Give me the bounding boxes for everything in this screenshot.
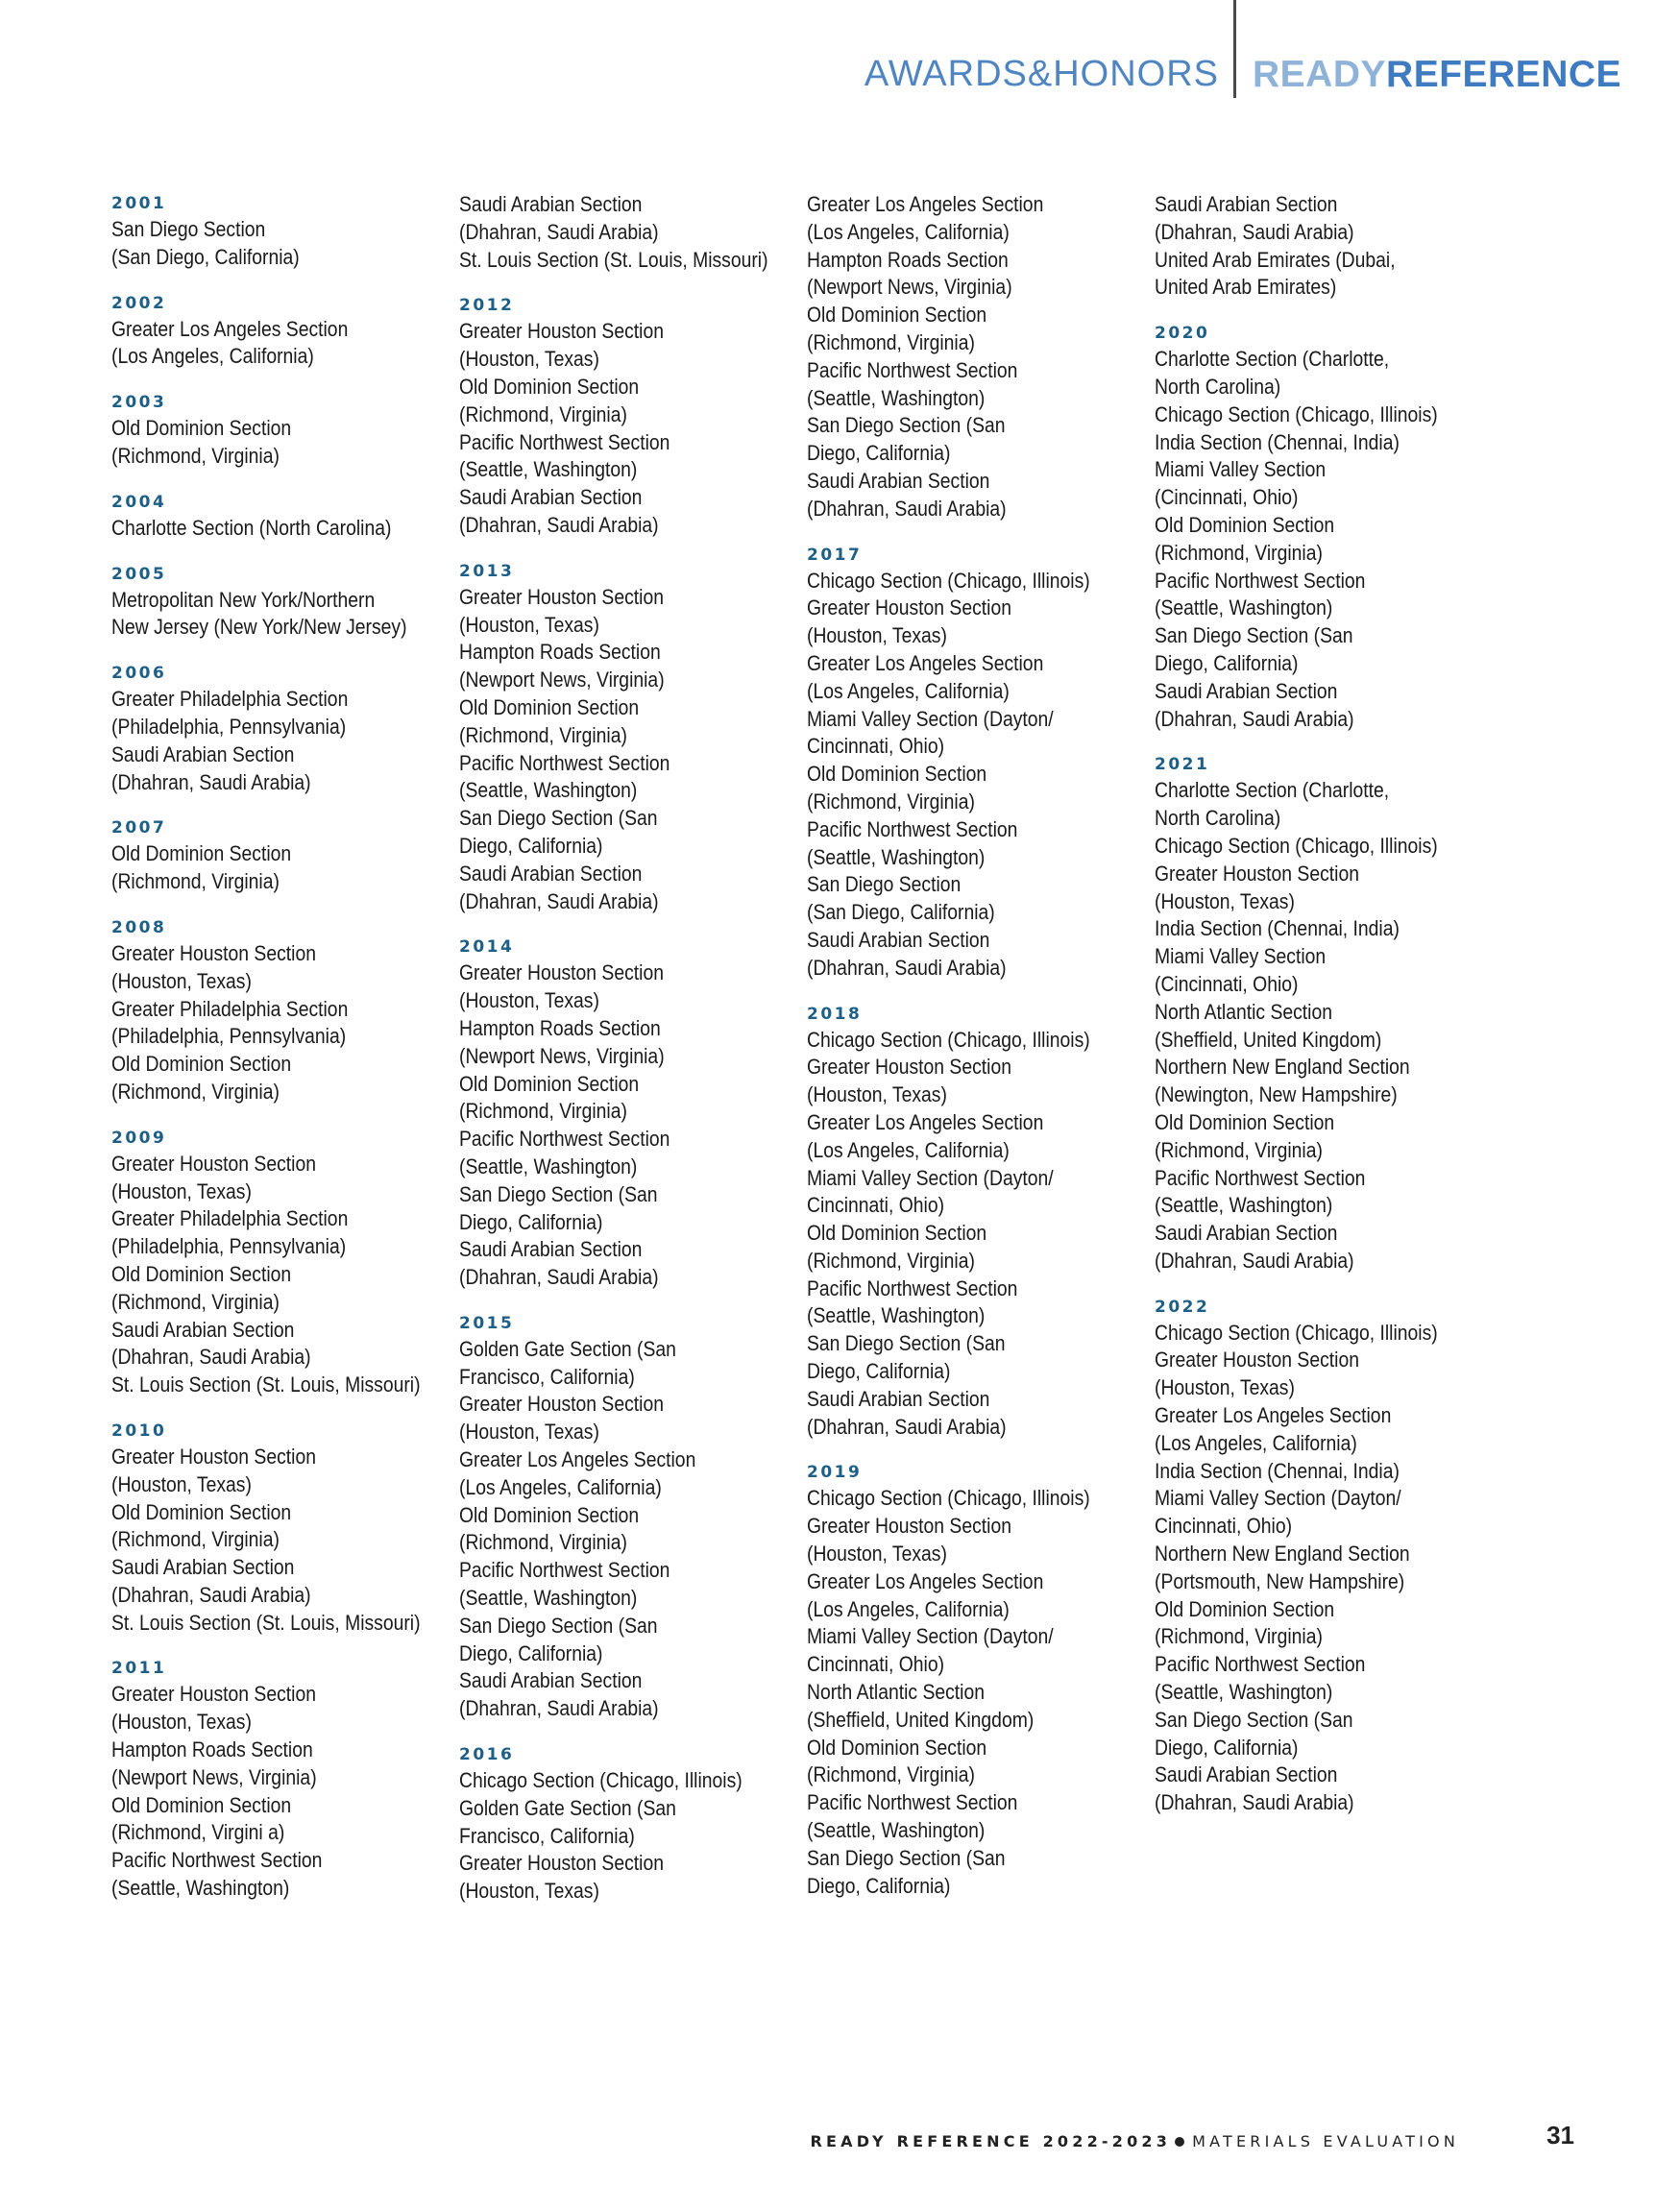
year-heading: 2010: [111, 1421, 167, 1441]
section-line: Old Dominion Section: [111, 416, 292, 441]
award-entry: [111, 815, 443, 896]
section-line: Greater Houston Section: [807, 595, 1011, 620]
section-line: (Houston, Texas): [1155, 1375, 1295, 1400]
section-line: (Philadelphia, Pennsylvania): [111, 714, 347, 739]
award-entry: [459, 935, 791, 1292]
section-line: Chicago Section (Chicago, Illinois): [1155, 1320, 1438, 1345]
section-line: Saudi Arabian Section: [1155, 192, 1338, 216]
section-line: (Houston, Texas): [1155, 888, 1295, 913]
section-line: Old Dominion Section: [807, 1735, 987, 1760]
section-line: (Houston, Texas): [807, 623, 947, 648]
section-line: Greater Los Angeles Section: [1155, 1403, 1392, 1428]
section-line: North Carolina): [1155, 806, 1281, 831]
section-line: Old Dominion Section: [807, 762, 987, 787]
section-line: Greater Houston Section: [1155, 861, 1359, 886]
section-line: Chicago Section (Chicago, Illinois): [807, 1486, 1090, 1511]
section-line: Charlotte Section (Charlotte,: [1155, 347, 1390, 372]
section-line: (Los Angeles, California): [807, 1596, 1010, 1621]
section-line: India Section (Chennai, India): [1155, 429, 1400, 454]
section-line: (Newport News, Virginia): [807, 275, 1012, 300]
section-line: (San Diego, California): [111, 244, 300, 269]
section-line: San Diego Section (San: [1155, 1707, 1353, 1732]
section-line: (Los Angeles, California): [807, 678, 1010, 703]
section-line: Pacific Northwest Section: [459, 1558, 670, 1583]
award-entry: [111, 291, 443, 372]
section-line: (Richmond, Virginia): [1155, 540, 1323, 565]
section-line: Cincinnati, Ohio): [807, 1193, 945, 1218]
section-line: Diego, California): [459, 833, 603, 858]
section-line: Greater Houston Section: [1155, 1348, 1359, 1372]
section-line: Saudi Arabian Section: [459, 192, 643, 216]
section-line: Old Dominion Section: [459, 374, 640, 399]
section-title: AWARDS&HONORS: [864, 54, 1219, 94]
section-line: St. Louis Section (St. Louis, Missouri): [111, 1372, 421, 1397]
section-line: (Dhahran, Saudi Arabia): [111, 1345, 311, 1370]
section-line: Greater Houston Section: [111, 1682, 316, 1707]
section-line: Saudi Arabian Section: [807, 1386, 990, 1411]
column-2: [459, 191, 791, 1906]
section-line: Diego, California): [807, 441, 951, 466]
section-line: Pacific Northwest Section: [1155, 1652, 1366, 1677]
brand-title-reference: REFERENCE: [1386, 54, 1622, 95]
section-line: (Houston, Texas): [111, 1710, 252, 1735]
section-line: Charlotte Section (Charlotte,: [1155, 778, 1390, 803]
award-entry: [111, 661, 443, 796]
year-heading: 2012: [459, 296, 515, 316]
section-line: Greater Philadelphia Section: [111, 687, 349, 712]
section-line: Greater Houston Section: [111, 1151, 316, 1176]
year-heading: 2006: [111, 664, 167, 684]
section-line: (Cincinnati, Ohio): [1155, 485, 1299, 510]
section-line: Miami Valley Section (Dayton/: [807, 1624, 1054, 1649]
section-line: Greater Los Angeles Section: [807, 1109, 1044, 1134]
section-line: Greater Houston Section: [459, 1392, 664, 1417]
section-line: Saudi Arabian Section: [111, 1555, 295, 1580]
section-line: Greater Los Angeles Section: [807, 192, 1044, 216]
award-entry: [111, 390, 443, 471]
award-entry: [1155, 752, 1486, 1275]
year-heading: 2021: [1155, 755, 1210, 775]
section-line: Cincinnati, Ohio): [807, 1652, 945, 1677]
section-line: (San Diego, California): [807, 900, 995, 925]
section-line: (Los Angeles, California): [1155, 1430, 1357, 1455]
section-line: Greater Houston Section: [459, 584, 664, 609]
section-line: Old Dominion Section: [111, 841, 292, 866]
section-line: (Richmond, Virginia): [807, 329, 975, 354]
section-line: Diego, California): [459, 1640, 603, 1665]
section-line: (Houston, Texas): [459, 1879, 599, 1904]
section-line: Greater Philadelphia Section: [111, 996, 349, 1021]
section-line: Greater Los Angeles Section: [111, 316, 349, 341]
year-heading: 2013: [459, 561, 515, 581]
section-line: Greater Houston Section: [807, 1055, 1011, 1080]
section-line: Saudi Arabian Section: [1155, 1221, 1338, 1246]
section-line: San Diego Section: [111, 217, 266, 241]
section-line: Chicago Section (Chicago, Illinois): [1155, 401, 1438, 426]
section-line: (Seattle, Washington): [459, 457, 638, 482]
section-line: (Dhahran, Saudi Arabia): [459, 1265, 659, 1290]
year-heading: 2019: [807, 1463, 863, 1483]
award-entry: [807, 543, 1138, 983]
section-line: Greater Los Angeles Section: [807, 1568, 1044, 1593]
section-line: Greater Los Angeles Section: [807, 650, 1044, 675]
year-heading: 2022: [1155, 1297, 1210, 1317]
award-entry: [1155, 191, 1486, 302]
section-line: Chicago Section (Chicago, Illinois): [1155, 833, 1438, 858]
year-heading: 2014: [459, 937, 515, 958]
section-line: San Diego Section (San: [807, 413, 1006, 438]
section-line: San Diego Section (San: [459, 1613, 658, 1638]
section-line: (Dhahran, Saudi Arabia): [1155, 219, 1354, 244]
section-line: (Dhahran, Saudi Arabia): [1155, 706, 1354, 731]
section-line: (Dhahran, Saudi Arabia): [111, 769, 311, 794]
award-entry: [111, 1419, 443, 1638]
section-line: India Section (Chennai, India): [1155, 1458, 1400, 1483]
section-line: (Richmond, Virginia): [459, 722, 627, 747]
section-line: (Seattle, Washington): [807, 844, 986, 869]
column-3: [807, 191, 1138, 1900]
section-line: (Dhahran, Saudi Arabia): [807, 496, 1007, 521]
footer-publication: MATERIALS EVALUATION: [1192, 2132, 1459, 2150]
section-line: (Los Angeles, California): [111, 344, 314, 369]
section-line: Saudi Arabian Section: [111, 741, 295, 766]
section-line: United Arab Emirates): [1155, 275, 1337, 300]
award-entry: [111, 490, 443, 543]
section-line: (Dhahran, Saudi Arabia): [459, 888, 659, 913]
year-heading: 2016: [459, 1745, 515, 1765]
section-line: Pacific Northwest Section: [807, 357, 1018, 382]
section-line: (Philadelphia, Pennsylvania): [111, 1024, 347, 1049]
section-line: Old Dominion Section: [1155, 512, 1335, 537]
section-line: Miami Valley Section: [1155, 457, 1327, 482]
section-line: Old Dominion Section: [111, 1261, 292, 1286]
section-line: Northern New England Section: [1155, 1542, 1410, 1567]
section-line: Cincinnati, Ohio): [1155, 1514, 1293, 1539]
section-line: Cincinnati, Ohio): [807, 734, 945, 759]
year-heading: 2002: [111, 293, 167, 313]
header-divider: [1233, 0, 1236, 98]
section-line: (Seattle, Washington): [807, 1818, 986, 1843]
section-line: (Richmond, Virginia): [111, 1079, 280, 1104]
section-line: Greater Los Angeles Section: [459, 1447, 696, 1472]
section-line: (Seattle, Washington): [459, 1586, 638, 1611]
section-line: Greater Houston Section: [459, 960, 664, 985]
section-line: San Diego Section (San: [1155, 623, 1353, 648]
year-heading: 2004: [111, 492, 167, 512]
section-line: (Seattle, Washington): [807, 385, 986, 410]
brand-title: [1253, 54, 1621, 96]
section-line: San Diego Section (San: [807, 1331, 1006, 1356]
award-entry: [459, 1742, 791, 1906]
section-line: (Richmond, Virginia): [459, 1099, 627, 1124]
section-line: Pacific Northwest Section: [1155, 568, 1366, 593]
section-line: (Seattle, Washington): [1155, 595, 1333, 620]
section-line: (Seattle, Washington): [459, 778, 638, 803]
section-line: Charlotte Section (North Carolina): [111, 515, 392, 540]
section-line: Hampton Roads Section: [111, 1737, 313, 1762]
section-line: Old Dominion Section: [459, 694, 640, 719]
section-line: (Richmond, Virgini a): [111, 1820, 285, 1845]
section-line: (Richmond, Virginia): [807, 789, 975, 814]
section-line: (Dhahran, Saudi Arabia): [459, 219, 659, 244]
section-line: North Carolina): [1155, 374, 1281, 399]
section-line: Miami Valley Section (Dayton/: [1155, 1486, 1401, 1511]
section-line: Old Dominion Section: [1155, 1109, 1335, 1134]
section-line: Saudi Arabian Section: [459, 485, 643, 510]
award-entry: [807, 1460, 1138, 1900]
page-footer: [811, 2132, 1460, 2150]
section-line: (Newport News, Virginia): [459, 668, 665, 692]
section-line: (Richmond, Virginia): [459, 1530, 627, 1555]
section-line: Saudi Arabian Section: [1155, 1762, 1338, 1787]
section-line: Metropolitan New York/Northern: [111, 587, 376, 612]
section-line: (Dhahran, Saudi Arabia): [1155, 1790, 1354, 1815]
section-line: (Portsmouth, New Hampshire): [1155, 1568, 1405, 1593]
section-line: Saudi Arabian Section: [1155, 678, 1338, 703]
section-line: Pacific Northwest Section: [459, 1127, 670, 1152]
section-line: Old Dominion Section: [111, 1499, 292, 1524]
column-1: [111, 191, 443, 1903]
section-line: Old Dominion Section: [1155, 1596, 1335, 1621]
section-line: (Philadelphia, Pennsylvania): [111, 1234, 347, 1259]
section-line: North Atlantic Section: [1155, 999, 1333, 1024]
section-line: (Sheffield, United Kingdom): [807, 1707, 1035, 1732]
section-line: (Seattle, Washington): [111, 1876, 290, 1901]
section-line: St. Louis Section (St. Louis, Missouri): [111, 1610, 421, 1635]
award-entry: [1155, 1295, 1486, 1817]
section-line: Pacific Northwest Section: [807, 1275, 1018, 1300]
section-line: Francisco, California): [459, 1823, 635, 1848]
section-line: Old Dominion Section: [807, 1221, 987, 1246]
section-line: Saudi Arabian Section: [807, 927, 990, 952]
year-heading: 2003: [111, 393, 167, 413]
section-line: San Diego Section (San: [459, 806, 658, 831]
footer-title: READY REFERENCE 2022-2023: [810, 2132, 1172, 2150]
award-entry: [459, 293, 791, 539]
section-line: Greater Philadelphia Section: [111, 1206, 349, 1231]
section-line: Greater Houston Section: [807, 1514, 1011, 1539]
section-line: Golden Gate Section (San: [459, 1795, 676, 1820]
section-line: (Houston, Texas): [459, 612, 599, 637]
year-heading: 2018: [807, 1004, 863, 1024]
section-line: (Dhahran, Saudi Arabia): [1155, 1248, 1354, 1273]
section-line: (Houston, Texas): [459, 988, 599, 1013]
section-line: (Houston, Texas): [807, 1542, 947, 1567]
section-line: (Seattle, Washington): [1155, 1193, 1333, 1218]
section-line: (Houston, Texas): [459, 347, 599, 372]
award-entry: [111, 562, 443, 643]
award-entry: [807, 1002, 1138, 1442]
section-line: Chicago Section (Chicago, Illinois): [459, 1768, 743, 1793]
section-line: (Houston, Texas): [111, 1471, 252, 1496]
section-line: San Diego Section (San: [807, 1845, 1006, 1870]
year-heading: 2011: [111, 1659, 167, 1679]
section-line: (Houston, Texas): [459, 1420, 599, 1445]
section-line: (Dhahran, Saudi Arabia): [807, 1414, 1007, 1439]
section-line: (Sheffield, United Kingdom): [1155, 1027, 1382, 1052]
section-line: Miami Valley Section (Dayton/: [807, 1165, 1054, 1190]
section-line: North Atlantic Section: [807, 1680, 986, 1705]
brand-title-ready: READY: [1253, 54, 1387, 95]
section-line: Greater Houston Section: [459, 319, 664, 344]
section-line: San Diego Section (San: [459, 1181, 658, 1206]
year-heading: 2015: [459, 1313, 515, 1333]
section-line: (Richmond, Virginia): [459, 401, 627, 426]
section-line: Old Dominion Section: [807, 303, 987, 328]
section-line: United Arab Emirates (Dubai,: [1155, 247, 1396, 272]
section-line: (Richmond, Virginia): [807, 1248, 975, 1273]
section-line: (Richmond, Virginia): [1155, 1137, 1323, 1162]
section-line: Diego, California): [1155, 1735, 1299, 1760]
year-heading: 2008: [111, 917, 167, 937]
section-line: (Richmond, Virginia): [807, 1762, 975, 1787]
section-line: (Houston, Texas): [111, 968, 252, 993]
section-line: Chicago Section (Chicago, Illinois): [807, 568, 1090, 593]
section-line: Greater Houston Section: [459, 1851, 664, 1876]
section-line: Diego, California): [807, 1359, 951, 1384]
award-entry: [111, 915, 443, 1106]
section-line: Greater Houston Section: [111, 1444, 316, 1469]
section-line: Pacific Northwest Section: [807, 816, 1018, 841]
section-line: (Richmond, Virginia): [111, 443, 280, 468]
section-line: Saudi Arabian Section: [459, 1237, 643, 1262]
section-line: St. Louis Section (St. Louis, Missouri): [459, 247, 768, 272]
section-line: Old Dominion Section: [459, 1071, 640, 1096]
year-heading: 2005: [111, 564, 167, 584]
section-line: Pacific Northwest Section: [807, 1790, 1018, 1815]
section-line: (Los Angeles, California): [459, 1474, 662, 1499]
footer-bullet: [1175, 2137, 1184, 2147]
year-heading: 2017: [807, 545, 863, 565]
page-number: 31: [1546, 2121, 1574, 2150]
section-line: San Diego Section: [807, 872, 962, 897]
award-entry: [1155, 321, 1486, 733]
section-line: Chicago Section (Chicago, Illinois): [807, 1027, 1090, 1052]
section-line: (Dhahran, Saudi Arabia): [459, 1696, 659, 1721]
column-4: [1155, 191, 1486, 1817]
section-line: (Dhahran, Saudi Arabia): [807, 955, 1007, 980]
award-entry: [111, 191, 443, 272]
section-line: (Seattle, Washington): [807, 1303, 986, 1328]
section-line: Pacific Northwest Section: [111, 1848, 323, 1873]
section-line: (Los Angeles, California): [807, 1137, 1010, 1162]
section-line: (Dhahran, Saudi Arabia): [459, 512, 659, 537]
section-line: Old Dominion Section: [459, 1502, 640, 1527]
section-line: Saudi Arabian Section: [807, 468, 990, 493]
award-entry: [111, 1656, 443, 1902]
section-line: Saudi Arabian Section: [459, 861, 643, 886]
section-line: (Cincinnati, Ohio): [1155, 971, 1299, 996]
award-entry: [459, 191, 791, 274]
section-line: (Richmond, Virginia): [1155, 1624, 1323, 1649]
section-line: India Section (Chennai, India): [1155, 916, 1400, 941]
section-line: (Houston, Texas): [807, 1082, 947, 1107]
section-line: Hampton Roads Section: [459, 640, 661, 665]
award-entry: [111, 1126, 443, 1399]
section-line: Miami Valley Section (Dayton/: [807, 706, 1054, 731]
section-line: Miami Valley Section: [1155, 944, 1327, 969]
section-line: Northern New England Section: [1155, 1055, 1410, 1080]
section-line: Old Dominion Section: [111, 1052, 292, 1077]
award-entry: [459, 559, 791, 916]
section-line: (Newport News, Virginia): [459, 1043, 665, 1068]
section-line: (Richmond, Virginia): [111, 869, 280, 894]
section-line: Saudi Arabian Section: [111, 1317, 295, 1342]
award-entry: [459, 1311, 791, 1723]
section-line: Francisco, California): [459, 1364, 635, 1389]
year-heading: 2020: [1155, 324, 1210, 344]
section-line: New Jersey (New York/New Jersey): [111, 615, 407, 640]
section-line: Pacific Northwest Section: [459, 429, 670, 454]
year-heading: 2007: [111, 818, 167, 838]
section-line: (Seattle, Washington): [459, 1154, 638, 1178]
section-line: (Houston, Texas): [111, 1178, 252, 1203]
section-line: Greater Houston Section: [111, 940, 316, 965]
section-line: (Dhahran, Saudi Arabia): [111, 1582, 311, 1607]
section-line: Diego, California): [1155, 650, 1299, 675]
section-line: (Seattle, Washington): [1155, 1680, 1333, 1705]
section-line: Diego, California): [807, 1873, 951, 1898]
section-line: (Newport News, Virginia): [111, 1764, 317, 1789]
section-line: Diego, California): [459, 1209, 603, 1234]
section-line: (Richmond, Virginia): [111, 1527, 280, 1552]
year-heading: 2001: [111, 194, 167, 213]
section-line: Hampton Roads Section: [459, 1015, 661, 1040]
section-line: Pacific Northwest Section: [459, 750, 670, 775]
year-heading: 2009: [111, 1128, 167, 1148]
section-line: (Richmond, Virginia): [111, 1289, 280, 1314]
award-entry: [807, 191, 1138, 523]
section-line: Pacific Northwest Section: [1155, 1165, 1366, 1190]
section-line: Saudi Arabian Section: [459, 1668, 643, 1693]
section-line: Old Dominion Section: [111, 1792, 292, 1817]
section-line: (Newington, New Hampshire): [1155, 1082, 1398, 1107]
section-line: Golden Gate Section (San: [459, 1336, 676, 1361]
section-line: Hampton Roads Section: [807, 247, 1009, 272]
section-line: (Los Angeles, California): [807, 219, 1010, 244]
